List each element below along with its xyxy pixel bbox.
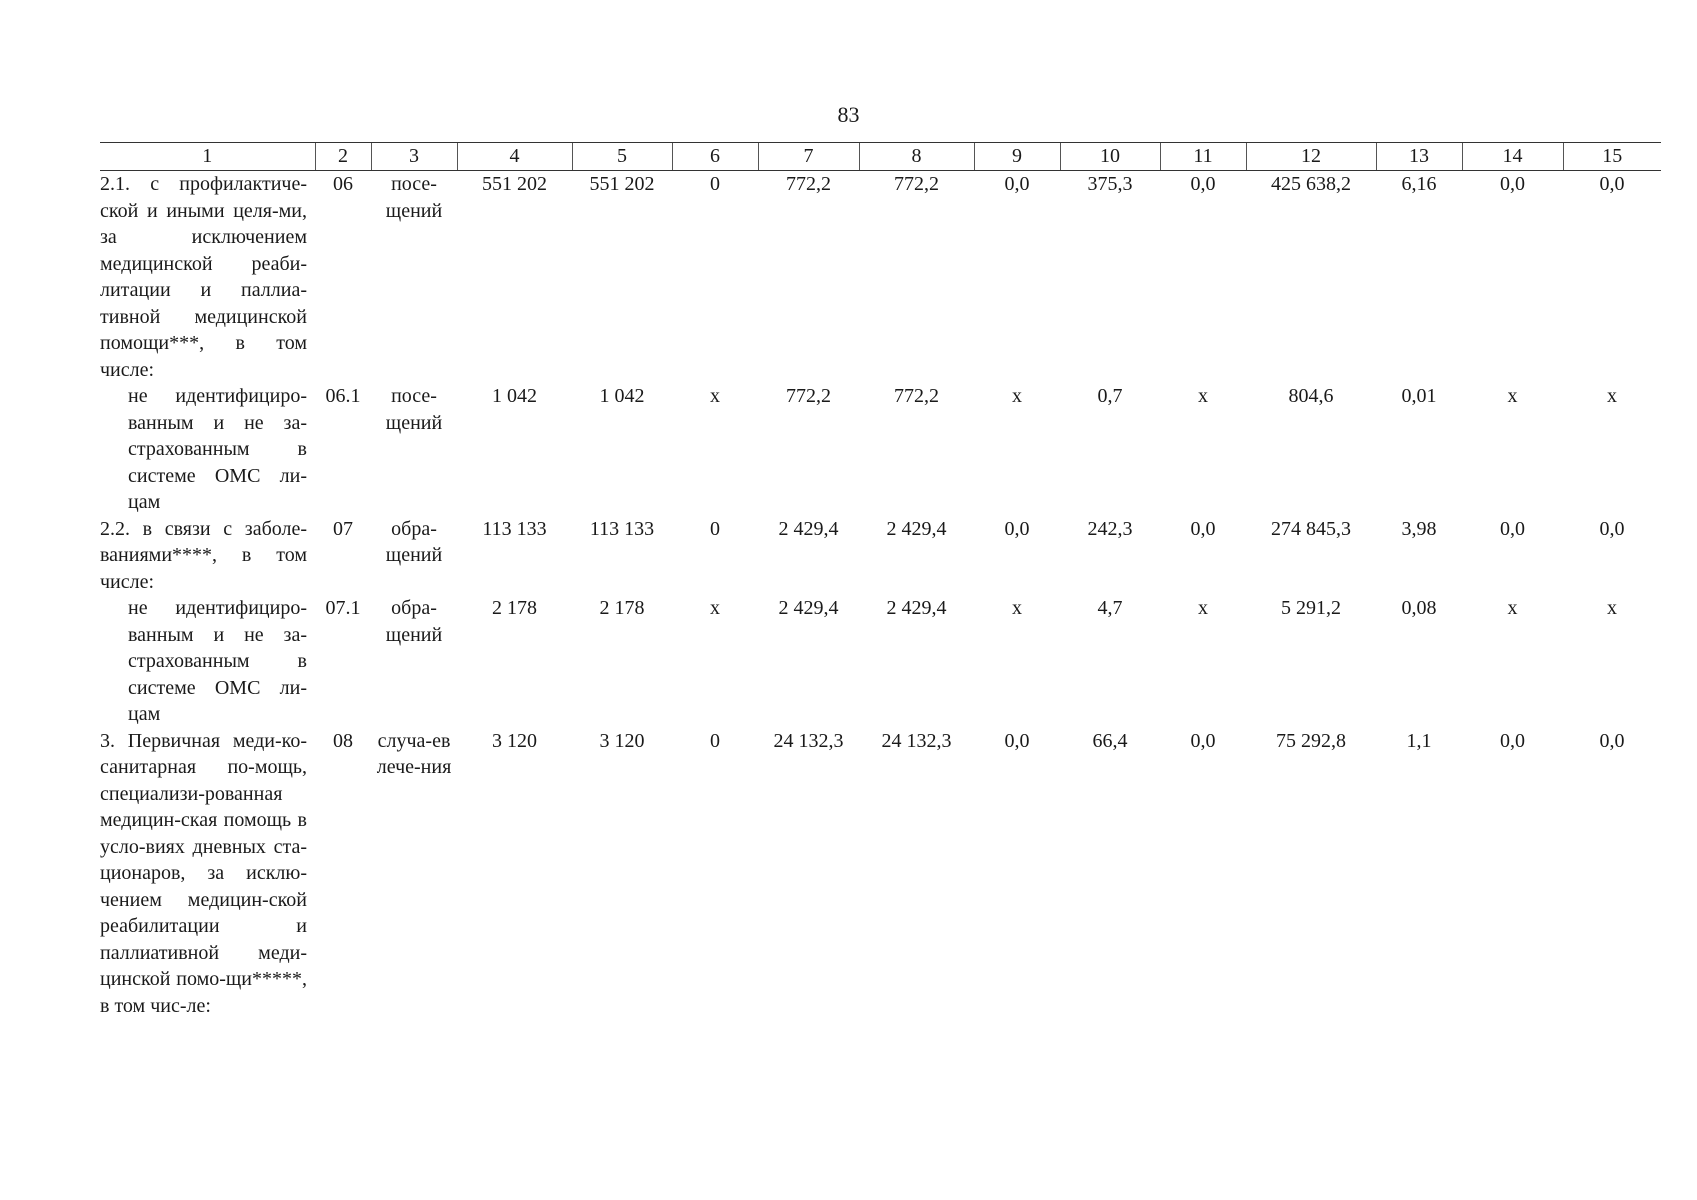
value-cell: 3 120 — [599, 729, 645, 752]
table-row — [100, 383, 1661, 516]
value-cell: 24 132,3 — [773, 729, 844, 752]
value-cell: 772,2 — [894, 385, 939, 407]
value-cell: х — [1198, 597, 1208, 619]
value-cell: 1,1 — [1406, 729, 1432, 752]
column-number-row — [100, 143, 1661, 171]
row-code-cell: 07.1 — [325, 597, 361, 619]
value-cell: 24 132,3 — [881, 729, 952, 752]
value-cell: х — [1198, 385, 1208, 407]
value-cell: 0,0 — [1599, 729, 1625, 752]
column-header: 13 — [1376, 143, 1462, 171]
value-cell: 425 638,2 — [1271, 173, 1351, 195]
column-header: 1 — [100, 143, 315, 171]
row-name-cell: 2.1. с профилактиче-ской и иными целя-ми, за исключением медицинской реаби-литации и паллиа-тивной медицинской помощи***, в том числе: — [100, 173, 307, 381]
page-number: 83 — [837, 102, 860, 127]
table-row — [100, 516, 1661, 596]
unit-cell: случа-ев лече-ния — [376, 729, 452, 778]
value-cell: 0,7 — [1097, 385, 1123, 407]
value-cell: 0,08 — [1401, 597, 1437, 619]
value-cell: 772,2 — [786, 385, 831, 407]
value-cell: х — [710, 385, 720, 407]
column-header: 5 — [572, 143, 672, 171]
value-cell: 3 120 — [492, 729, 537, 752]
value-cell: 0,0 — [1500, 517, 1525, 540]
value-cell: 2 429,4 — [886, 597, 947, 619]
row-code-cell: 08 — [333, 729, 353, 752]
unit-cell: посе-щений — [385, 385, 443, 434]
column-header: 11 — [1160, 143, 1246, 171]
value-cell: 0,0 — [1004, 729, 1030, 752]
unit-cell: обра-щений — [385, 517, 443, 566]
value-cell: 66,4 — [1092, 729, 1128, 752]
value-cell: 4,7 — [1097, 597, 1123, 619]
value-cell: 3,98 — [1401, 517, 1437, 540]
value-cell: 0 — [710, 517, 720, 540]
value-cell: 0,0 — [1190, 729, 1216, 752]
value-cell: 0,0 — [1004, 517, 1030, 540]
value-cell: 0,0 — [1004, 173, 1030, 195]
column-header: 3 — [371, 143, 457, 171]
value-cell: 551 202 — [589, 173, 655, 195]
row-name-cell: 2.2. в связи с заболе-ваниями****, в том числе: — [100, 517, 307, 593]
value-cell: 2 429,4 — [886, 517, 947, 540]
value-cell: 772,2 — [786, 173, 831, 195]
value-cell: 0,0 — [1599, 173, 1625, 195]
value-cell: 242,3 — [1087, 517, 1133, 540]
value-cell: 0,01 — [1401, 385, 1437, 407]
value-cell: 0,0 — [1190, 173, 1216, 195]
value-cell: 113 133 — [482, 517, 547, 540]
value-cell: х — [1012, 385, 1022, 407]
row-name-cell: не идентифициро-ванным и не за-страхованным в системе ОМС ли-цам — [128, 597, 307, 725]
value-cell: 0,0 — [1500, 729, 1525, 752]
column-header: 4 — [457, 143, 572, 171]
value-cell: 5 291,2 — [1281, 597, 1341, 619]
row-name-cell: 3. Первичная меди-ко-санитарная по-мощь, специализи-рованная медицин-ская помощь в усло-виях дневных ста-ционаров, за исклю-чением медицин-ской реабилитации и паллиативной меди-цинской помо-щи*****, в том чис-ле: — [100, 729, 307, 1017]
value-cell: х — [1607, 597, 1617, 619]
column-header: 12 — [1246, 143, 1376, 171]
table-row — [100, 171, 1661, 384]
unit-cell: обра-щений — [385, 597, 443, 646]
unit-cell: посе-щений — [385, 173, 443, 222]
column-header: 6 — [672, 143, 758, 171]
column-header: 14 — [1462, 143, 1563, 171]
row-code-cell: 06 — [333, 173, 353, 195]
value-cell: 2 429,4 — [778, 597, 839, 619]
value-cell: 0,0 — [1500, 173, 1525, 195]
column-header: 15 — [1563, 143, 1661, 171]
value-cell: 274 845,3 — [1271, 517, 1351, 540]
value-cell: 1 042 — [599, 385, 645, 407]
value-cell: 551 202 — [482, 173, 547, 195]
row-code-cell: 07 — [333, 517, 353, 540]
column-header: 9 — [974, 143, 1060, 171]
value-cell: 113 133 — [589, 517, 655, 540]
column-header: 10 — [1060, 143, 1160, 171]
value-cell: 0,0 — [1190, 517, 1216, 540]
row-code-cell: 06.1 — [325, 385, 361, 407]
value-cell: х — [1607, 385, 1617, 407]
value-cell: 6,16 — [1401, 173, 1437, 195]
value-cell: 772,2 — [894, 173, 939, 195]
value-cell: 375,3 — [1087, 173, 1133, 195]
table-row — [100, 595, 1661, 728]
value-cell: 0 — [710, 729, 720, 752]
value-cell: 0 — [710, 173, 720, 195]
value-cell: х — [1012, 597, 1022, 619]
value-cell: 2 429,4 — [778, 517, 839, 540]
table-row — [100, 728, 1661, 1020]
value-cell: 1 042 — [492, 385, 537, 407]
column-header: 7 — [758, 143, 859, 171]
value-cell: 2 178 — [492, 597, 537, 619]
data-table — [100, 142, 1661, 1019]
value-cell: 75 292,8 — [1276, 729, 1346, 752]
column-header: 2 — [315, 143, 371, 171]
column-header: 8 — [859, 143, 974, 171]
value-cell: х — [1507, 385, 1518, 407]
value-cell: х — [1507, 597, 1518, 619]
value-cell: х — [710, 597, 720, 619]
row-name-cell: не идентифициро-ванным и не за-страхованным в системе ОМС ли-цам — [128, 385, 307, 513]
value-cell: 0,0 — [1599, 517, 1625, 540]
value-cell: 2 178 — [599, 597, 645, 619]
value-cell: 804,6 — [1288, 385, 1334, 407]
